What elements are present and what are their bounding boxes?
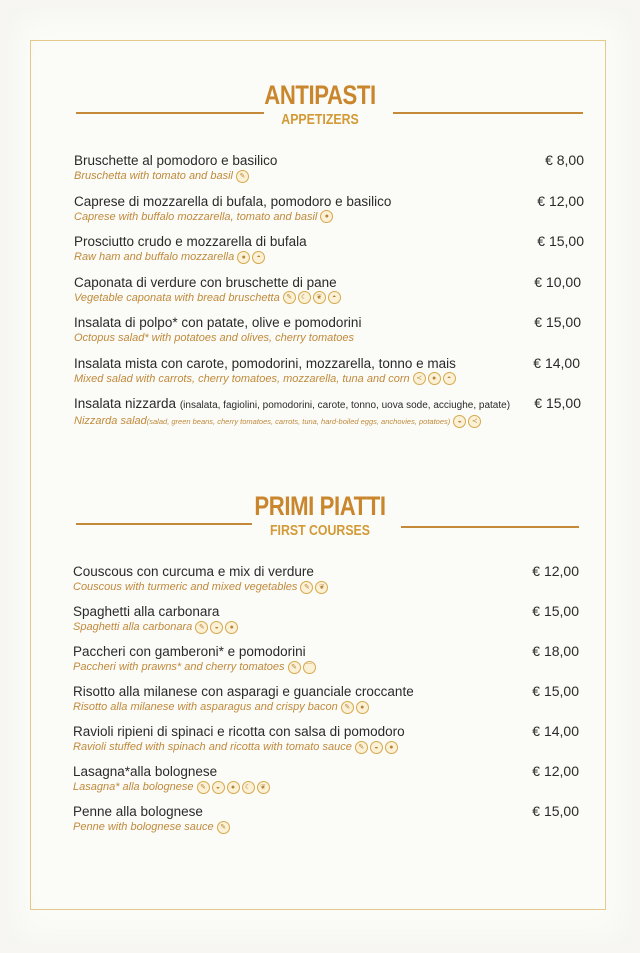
item-description [74, 372, 580, 386]
menu-item [73, 603, 579, 634]
divider-left [76, 523, 252, 525]
item-price: € 8,00 [545, 152, 584, 168]
section-title: ANTIPASTI [264, 80, 376, 110]
allergen-icons [413, 372, 456, 385]
item-name-text: Paccheri con gamberoni* e pomodorini [73, 644, 306, 659]
pencil-icon: ✎ [341, 701, 354, 714]
item-description-text: Caprese with buffalo mozzarella, tomato and basil [74, 210, 318, 223]
item-description [74, 414, 581, 429]
allergen-icons [453, 415, 481, 428]
allergen-icons [236, 170, 249, 183]
item-description-text: Risotto alla milanese with asparagus and crispy bacon [73, 701, 338, 713]
milk-icon: ● [237, 251, 250, 264]
item-description-text: Penne with bolognese sauce [73, 821, 214, 833]
allergen-icons [341, 701, 369, 714]
item-price: € 15,00 [534, 314, 581, 330]
item-description [73, 820, 579, 834]
milk-icon: ● [356, 701, 369, 714]
fish-icon: ≺ [468, 415, 481, 428]
menu-item [73, 803, 579, 834]
menu-item [74, 395, 581, 429]
allergen-icons [355, 741, 398, 754]
item-name [73, 803, 579, 820]
item-name-text: Bruschette al pomodoro e basilico [74, 153, 278, 168]
item-name [74, 274, 581, 291]
allergen-icons [283, 291, 341, 304]
menu-item [74, 152, 584, 183]
item-description-text: Paccheri with prawns* and cherry tomatoes [73, 661, 285, 673]
milk-icon: ● [428, 372, 441, 385]
lactose-icon: ◓ [252, 251, 265, 264]
antipasti-header [0, 80, 640, 128]
fish-icon: ≺ [413, 372, 426, 385]
item-name [74, 395, 581, 414]
pencil-icon: ✎ [197, 781, 210, 794]
item-name [73, 683, 579, 700]
item-name-text: Couscous con curcuma e mix di verdure [73, 564, 314, 579]
pencil-icon: ✎ [283, 291, 296, 304]
menu-item [74, 193, 584, 224]
divider-left [76, 112, 264, 114]
item-name-text: Caponata di verdure con bruschette di pane [74, 274, 337, 290]
allergen-icons [288, 661, 316, 674]
lactose-icon: ◓ [328, 291, 341, 304]
item-name [74, 314, 581, 331]
item-description-detail: (salad, green beans, cherry tomatoes, carrots, tuna, hard-boiled eggs, anchovies, potatoes) [146, 417, 451, 426]
item-description-text: Couscous with turmeric and mixed vegetables [73, 581, 298, 593]
pencil-icon: ✎ [300, 581, 313, 594]
allergen-icons [320, 210, 333, 223]
item-name-text: Insalata di polpo* con patate, olive e pomodorini [74, 315, 362, 330]
item-name-text: Insalata nizzarda [74, 396, 177, 411]
item-price: € 15,00 [537, 233, 584, 249]
item-name [74, 152, 584, 169]
item-description [73, 740, 579, 754]
item-description [73, 700, 579, 714]
moon-icon: ☾ [298, 291, 311, 304]
item-name-text: Insalata mista con carote, pomodorini, mozzarella, tonno e mais [74, 355, 456, 371]
item-price: € 12,00 [532, 563, 579, 579]
item-description [74, 331, 581, 345]
pencil-icon: ✎ [195, 621, 208, 634]
divider-right [401, 526, 579, 528]
primi-header [0, 491, 640, 539]
egg-icon: ◒ [370, 741, 383, 754]
item-price: € 10,00 [534, 273, 581, 290]
item-description [74, 210, 584, 224]
item-description-text: Octopus salad* with potatoes and olives, cherry tomatoes [74, 332, 355, 344]
section-subtitle: FIRST COURSES [270, 523, 370, 539]
item-description [74, 169, 584, 183]
section-subtitle: APPETIZERS [281, 112, 359, 128]
item-description [73, 660, 579, 674]
allergen-icons [195, 621, 238, 634]
milk-icon: ● [225, 621, 238, 634]
item-description [73, 580, 579, 594]
item-price: € 12,00 [537, 192, 584, 209]
item-price: € 15,00 [534, 395, 581, 411]
menu-item [73, 643, 579, 674]
item-name [73, 723, 579, 740]
item-description-text: Vegetable caponata with bread bruschetta [74, 291, 280, 304]
menu-item [73, 563, 579, 594]
item-name-text: Penne alla bolognese [73, 804, 203, 819]
item-name [74, 355, 580, 372]
leaf-icon: ❦ [257, 781, 270, 794]
item-name [74, 233, 584, 250]
shrimp-icon: ⌒ [303, 661, 316, 674]
item-description [74, 250, 584, 264]
item-name-text: Lasagna*alla bolognese [73, 764, 218, 779]
allergen-icons [237, 251, 265, 264]
item-description [73, 780, 579, 794]
egg-icon: ◒ [212, 781, 225, 794]
menu-item [73, 723, 579, 754]
milk-icon: ● [227, 781, 240, 794]
item-name-text: Spaghetti alla carbonara [73, 604, 220, 619]
item-description-text: Ravioli stuffed with spinach and ricotta with tomato sauce [73, 741, 352, 753]
item-name [74, 193, 584, 210]
section-title: PRIMI PIATTI [254, 491, 386, 521]
divider-right [393, 112, 583, 114]
allergen-icons [300, 581, 328, 594]
item-description [74, 291, 581, 305]
item-name [73, 603, 579, 620]
leaf-icon: ❦ [313, 291, 326, 304]
item-price: € 14,00 [533, 354, 580, 371]
allergen-icons [197, 781, 270, 794]
menu-item [74, 355, 580, 386]
moon-icon: ☾ [242, 781, 255, 794]
pencil-icon: ✎ [355, 741, 368, 754]
menu-item [74, 274, 581, 305]
item-name [73, 563, 579, 580]
item-description [73, 620, 579, 634]
item-description-text: Lasagna* alla bolognese [73, 781, 194, 793]
item-description-text: Bruschetta with tomato and basil [74, 170, 233, 182]
item-description-text: Spaghetti alla carbonara [73, 621, 193, 633]
item-price: € 15,00 [532, 683, 579, 699]
item-name-detail: (insalata, fagiolini, pomodorini, carote, tonno, uova sode, acciughe, patate) [179, 400, 511, 411]
item-name-text: Ravioli ripieni di spinaci e ricotta con salsa di pomodoro [73, 724, 405, 739]
item-name-text: Caprese di mozzarella di bufala, pomodoro e basilico [74, 193, 392, 209]
item-name [73, 763, 579, 780]
item-price: € 15,00 [532, 603, 579, 619]
item-price: € 14,00 [532, 723, 579, 739]
allergen-icons [217, 821, 230, 834]
menu-item [73, 683, 579, 714]
pencil-icon: ✎ [217, 821, 230, 834]
item-description-text: Raw ham and buffalo mozzarella [74, 251, 235, 263]
item-price: € 12,00 [532, 763, 579, 779]
egg-icon: ◒ [453, 415, 466, 428]
item-name [73, 643, 579, 660]
pencil-icon: ✎ [288, 661, 301, 674]
item-name-text: Risotto alla milanese con asparagi e guanciale croccante [73, 684, 414, 699]
milk-icon: ● [385, 741, 398, 754]
leaf-icon: ❦ [315, 581, 328, 594]
egg-icon: ◒ [210, 621, 223, 634]
pencil-icon: ✎ [236, 170, 249, 183]
item-description-text: Nizzarda salad [74, 415, 147, 427]
item-price: € 18,00 [532, 643, 579, 659]
menu-item [73, 763, 579, 794]
milk-icon: ● [320, 210, 333, 223]
lactose-icon: ◓ [443, 372, 456, 385]
item-name-text: Prosciutto crudo e mozzarella di bufala [74, 234, 307, 249]
item-description-text: Mixed salad with carrots, cherry tomatoes, mozzarella, tuna and corn [74, 372, 410, 385]
menu-item [74, 233, 584, 264]
menu-item [74, 314, 581, 345]
item-price: € 15,00 [532, 803, 579, 819]
